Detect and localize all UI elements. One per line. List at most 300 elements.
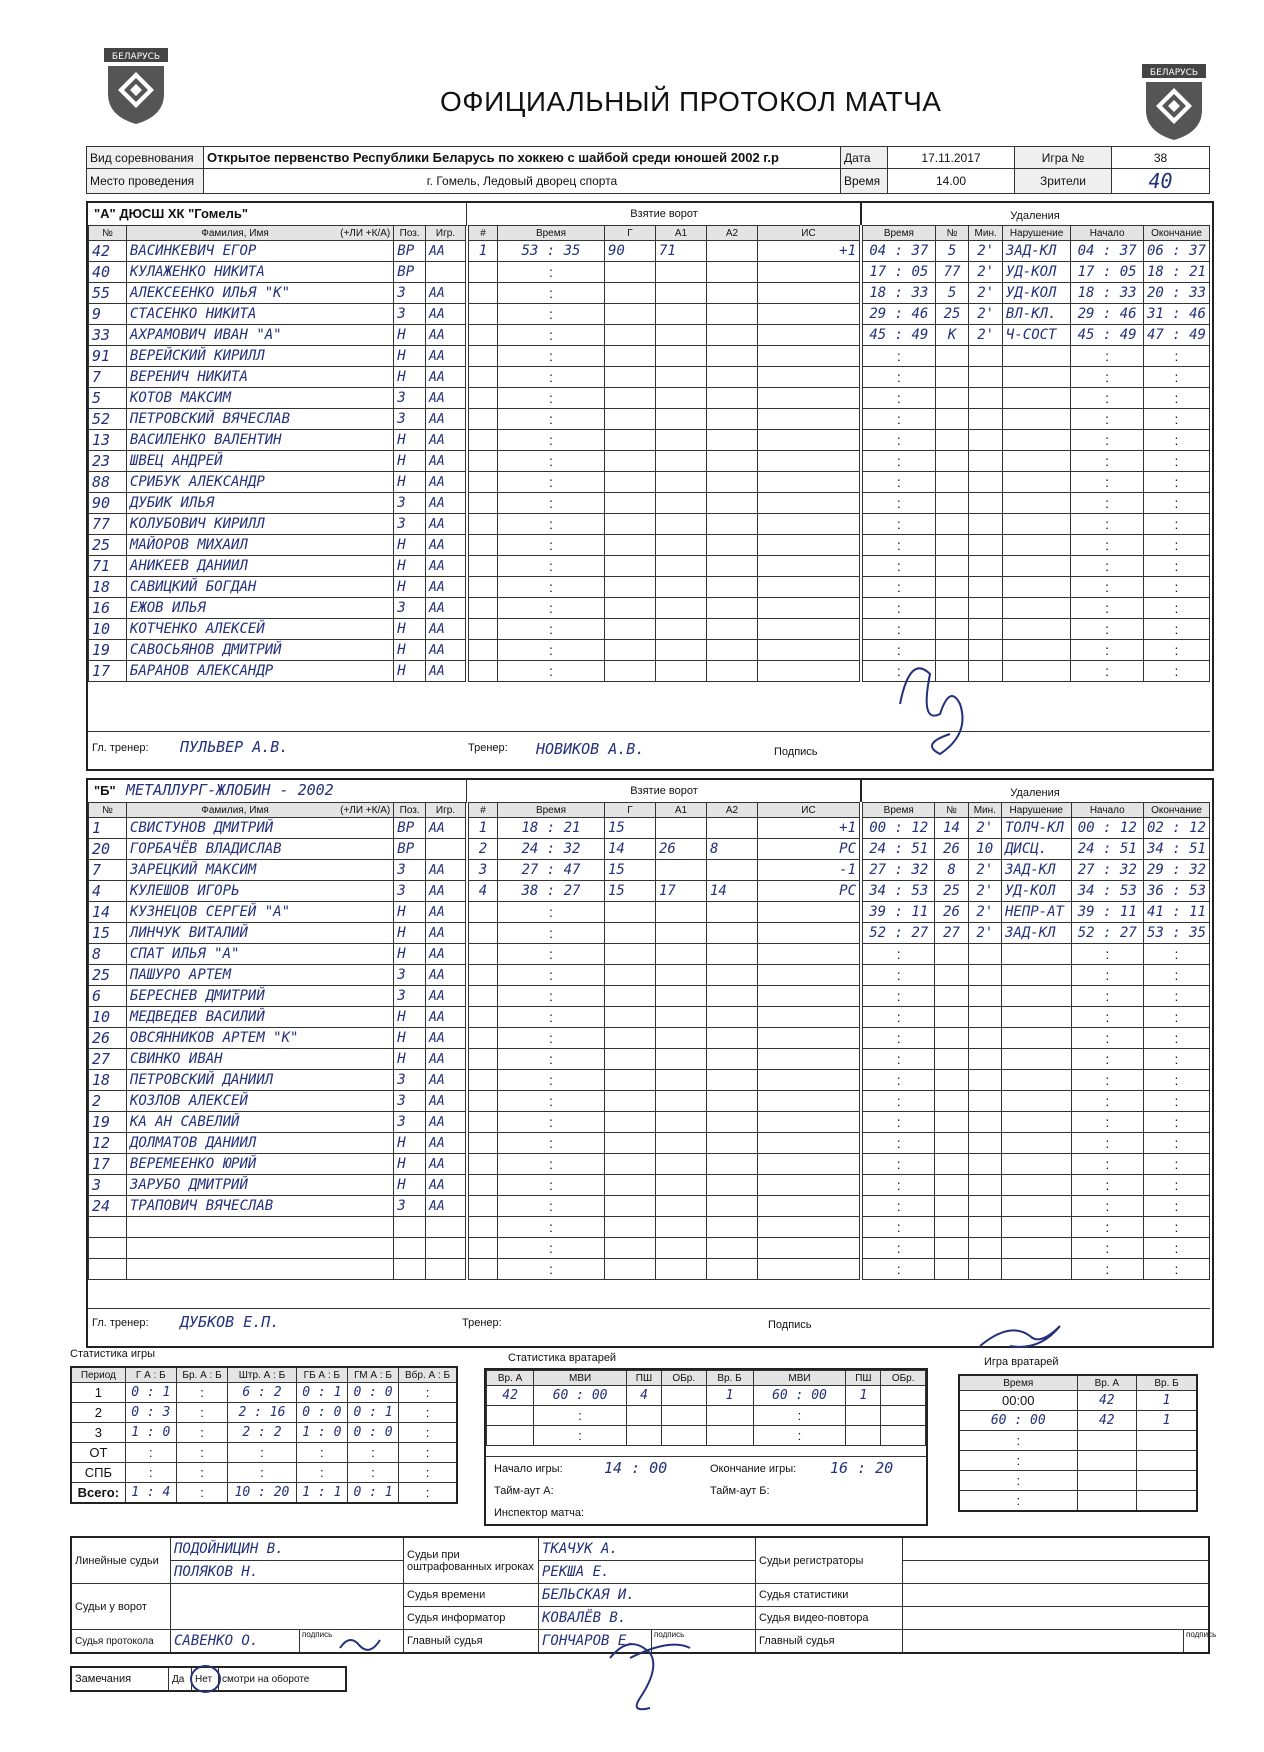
goalie-play-cell: [1077, 1451, 1137, 1471]
goal-scorer: [605, 493, 656, 514]
penalty-player: [935, 1259, 968, 1280]
goal-situation: [758, 1049, 860, 1070]
coach-signature-b: [970, 1316, 1080, 1356]
player-number: 2: [89, 1091, 127, 1112]
player-name: ВЕРЕЙСКИЙ КИРИЛЛ: [126, 346, 393, 367]
goalie-stats-cell: [706, 1426, 753, 1446]
game-stats-title: Статистика игры: [70, 1348, 156, 1360]
goal-assist-2: [707, 304, 758, 325]
player-number: [89, 1259, 127, 1280]
goal-situation: [758, 388, 860, 409]
penalty-time: :: [863, 1175, 935, 1196]
goalie-play-row: [959, 1431, 1197, 1451]
timekeeper: БЕЛЬСКАЯ И.: [539, 1584, 756, 1607]
goal-number: [469, 598, 498, 619]
goal-time: :: [498, 1238, 605, 1259]
penalty-time: :: [863, 1028, 935, 1049]
player-name: КУЛАЖЕНКО НИКИТА: [126, 262, 393, 283]
penalty-start: 00 : 12: [1071, 818, 1143, 839]
penalty-end: :: [1143, 1238, 1209, 1259]
goal-row: [469, 1217, 860, 1238]
penalty-start: :: [1071, 1196, 1143, 1217]
penalty-player: [935, 1217, 968, 1238]
goal-number: 4: [469, 881, 498, 902]
col-igr: Игр.: [426, 803, 466, 818]
penalty-time: :: [863, 346, 936, 367]
informer: КОВАЛЁВ В.: [539, 1607, 756, 1630]
penalty-start: :: [1071, 346, 1144, 367]
goal-assist-1: [656, 818, 707, 839]
goal-time: :: [498, 493, 605, 514]
goal-scorer: 90: [605, 241, 656, 262]
svg-text:БЕЛАРУСЬ: БЕЛАРУСЬ: [1149, 68, 1199, 78]
player-name: КОЗЛОВ АЛЕКСЕЙ: [126, 1091, 393, 1112]
goal-situation: [758, 640, 860, 661]
goal-assist-2: [707, 283, 758, 304]
goal-situation: [758, 1196, 860, 1217]
penalty-start: :: [1071, 1049, 1143, 1070]
informer-label: Судья информатор: [404, 1607, 539, 1630]
goal-assist-2: [707, 1112, 758, 1133]
goal-situation: [758, 1070, 860, 1091]
goalie-play-cell: 42: [1077, 1391, 1137, 1411]
goalie-stats-cell: [881, 1406, 926, 1426]
col-li-label: (+ЛИ +К/А): [340, 227, 391, 239]
goal-assist-2: [707, 1049, 758, 1070]
goal-assist-2: 8: [707, 839, 758, 860]
goal-scorer: [605, 1007, 656, 1028]
game-stats-cell: 6 : 2: [228, 1383, 297, 1403]
coach-label-b: Гл. тренер:: [92, 1317, 149, 1329]
goal-assist-1: [656, 1259, 707, 1280]
player-number: 18: [89, 577, 127, 598]
page-title: ОФИЦИАЛЬНЫЙ ПРОТОКОЛ МАТЧА: [440, 86, 942, 117]
penalty-start: :: [1071, 1007, 1143, 1028]
penalty-judge-1: ТКАЧУК А.: [539, 1537, 756, 1561]
penalty-minutes: [968, 1238, 1001, 1259]
penalty-minutes: [968, 1070, 1001, 1091]
goal-number: 1: [469, 818, 498, 839]
goal-situation: [758, 1154, 860, 1175]
goal-assist-2: [707, 241, 758, 262]
goal-assist-2: [707, 514, 758, 535]
goal-time: :: [498, 325, 605, 346]
remarks-table: [70, 1666, 347, 1692]
player-number: 19: [89, 1112, 127, 1133]
penalty-violation: [1002, 535, 1070, 556]
penalty-row: [863, 577, 1210, 598]
goal-assist-1: [656, 1070, 707, 1091]
goal-time: :: [498, 1112, 605, 1133]
goal-scorer: [605, 472, 656, 493]
penalty-time: 17 : 05: [863, 262, 936, 283]
player-games: [426, 1259, 466, 1280]
goal-scorer: [605, 1112, 656, 1133]
penalty-minutes: [969, 514, 1003, 535]
goal-situation: -1: [758, 860, 860, 881]
goal-scorer: 15: [605, 818, 656, 839]
player-games: АА: [426, 577, 466, 598]
player-position: Н: [394, 451, 426, 472]
goal-number: [469, 556, 498, 577]
player-row: [89, 860, 466, 881]
penalty-player: К: [935, 325, 969, 346]
goal-time: 24 : 32: [498, 839, 605, 860]
goal-assist-2: [707, 493, 758, 514]
goal-row: [469, 619, 860, 640]
penalty-end: 18 : 21: [1143, 262, 1209, 283]
goalie-play-row: [959, 1471, 1197, 1491]
penalty-judges-label: Судьи при оштрафованных игроках: [404, 1537, 539, 1584]
penalty-row: [863, 1112, 1210, 1133]
player-name: ЗАРУБО ДМИТРИЙ: [126, 1175, 393, 1196]
player-position: Н: [394, 472, 426, 493]
goal-scorer: [605, 1217, 656, 1238]
goal-situation: [758, 514, 860, 535]
goal-assist-1: [656, 514, 707, 535]
goalie-play-cell: :: [959, 1431, 1077, 1451]
goal-scorer: [605, 1238, 656, 1259]
col-goal-hash: #: [469, 226, 498, 241]
penalty-end: :: [1143, 598, 1209, 619]
player-name: САВИЦКИЙ БОГДАН: [126, 577, 393, 598]
game-stats-header: Бр. А : Б: [176, 1367, 227, 1383]
penalty-end: :: [1143, 619, 1209, 640]
player-row: [89, 262, 466, 283]
player-row: [89, 451, 466, 472]
penalty-row: [863, 1133, 1210, 1154]
player-number: 4: [89, 881, 127, 902]
game-stats-cell: 0 : 1: [347, 1403, 398, 1423]
penalty-row: [863, 860, 1210, 881]
player-games: АА: [426, 514, 466, 535]
player-row: [89, 944, 466, 965]
goal-assist-1: [656, 346, 707, 367]
goal-time: :: [498, 262, 605, 283]
goal-time: :: [498, 304, 605, 325]
goal-row: [469, 451, 860, 472]
player-number: 8: [89, 944, 127, 965]
goalie-play-cell: 42: [1077, 1411, 1137, 1431]
goal-assist-2: [707, 640, 758, 661]
penalty-violation: УД-КОЛ: [1002, 283, 1070, 304]
penalty-end: :: [1143, 965, 1209, 986]
penalty-minutes: [968, 965, 1001, 986]
goal-scorer: [605, 1175, 656, 1196]
penalty-player: [935, 619, 969, 640]
goal-assist-1: [656, 1007, 707, 1028]
penalty-time: :: [863, 1259, 935, 1280]
timeout-b-label: Тайм-аут Б:: [710, 1485, 770, 1497]
goalie-play-row: [959, 1411, 1197, 1431]
remarks-no[interactable]: Нет: [192, 1667, 219, 1691]
penalty-violation: ВЛ-КЛ.: [1002, 304, 1070, 325]
goal-situation: РС: [758, 881, 860, 902]
goal-time: 27 : 47: [498, 860, 605, 881]
sign-label-a: Подпись: [774, 746, 818, 758]
player-number: 18: [89, 1070, 127, 1091]
player-position: З: [394, 881, 426, 902]
goal-number: [469, 451, 498, 472]
goal-time: :: [498, 1049, 605, 1070]
goal-assist-1: [656, 1238, 707, 1259]
player-position: З: [394, 1091, 426, 1112]
goal-assist-2: [707, 346, 758, 367]
player-name: СВИСТУНОВ ДМИТРИЙ: [126, 818, 393, 839]
goal-assist-1: [656, 388, 707, 409]
player-name: СТАСЕНКО НИКИТА: [126, 304, 393, 325]
goal-row: [469, 1049, 860, 1070]
goal-situation: [758, 1007, 860, 1028]
player-games: АА: [426, 923, 466, 944]
game-stats-row: [71, 1443, 457, 1463]
goal-scorer: [605, 388, 656, 409]
col-pen-start: Начало: [1071, 226, 1144, 241]
penalty-minutes: [969, 451, 1003, 472]
goalie-stats-cell: [846, 1406, 881, 1426]
goalie-stats-cell: [662, 1386, 707, 1406]
player-number: 90: [89, 493, 127, 514]
penalty-player: [935, 1196, 968, 1217]
player-games: АА: [426, 619, 466, 640]
goal-time: :: [498, 944, 605, 965]
col-name-label: Фамилия, Имя: [201, 227, 269, 239]
penalty-row: [863, 1259, 1210, 1280]
penalty-time: :: [863, 640, 936, 661]
goal-assist-1: 17: [656, 881, 707, 902]
goal-assist-1: [656, 283, 707, 304]
penalty-time: :: [863, 1049, 935, 1070]
penalty-player: [935, 430, 969, 451]
penalty-player: [935, 1049, 968, 1070]
penalty-time: :: [863, 1112, 935, 1133]
goalie-play-title: Игра вратарей: [984, 1356, 1059, 1368]
goalie-stats-title: Статистика вратарей: [508, 1352, 617, 1364]
player-name: [126, 1238, 393, 1259]
game-stats-cell: :: [399, 1423, 457, 1443]
player-row: [89, 839, 466, 860]
game-stats-cell: 10 : 20: [228, 1483, 297, 1504]
col-goal-g: Г: [605, 803, 656, 818]
col-pos: Поз.: [394, 226, 426, 241]
game-stats-cell: 0 : 0: [347, 1383, 398, 1403]
goal-situation: [758, 472, 860, 493]
penalty-violation: [1001, 1007, 1071, 1028]
col-pen-violation: Нарушение: [1001, 803, 1071, 818]
player-name: СВИНКО ИВАН: [126, 1049, 393, 1070]
goal-scorer: [605, 283, 656, 304]
player-games: АА: [426, 325, 466, 346]
goal-assist-2: [707, 944, 758, 965]
player-number: 14: [89, 902, 127, 923]
goal-time: :: [498, 283, 605, 304]
player-name: ПЕТРОВСКИЙ ДАНИИЛ: [126, 1070, 393, 1091]
goal-time: :: [498, 661, 605, 682]
team-a-goals: [468, 225, 860, 682]
player-position: Н: [394, 1049, 426, 1070]
player-position: Н: [394, 556, 426, 577]
player-number: 20: [89, 839, 127, 860]
player-games: [426, 1217, 466, 1238]
penalty-minutes: [969, 388, 1003, 409]
penalty-row: [863, 388, 1210, 409]
col-name: [126, 803, 393, 818]
player-position: Н: [394, 430, 426, 451]
goal-row: [469, 1112, 860, 1133]
player-games: АА: [426, 881, 466, 902]
penalty-time: :: [863, 430, 936, 451]
penalty-minutes: [969, 430, 1003, 451]
penalty-player: [935, 535, 969, 556]
penalty-start: 34 : 53: [1071, 881, 1143, 902]
goal-assist-1: [656, 577, 707, 598]
goal-scorer: [605, 367, 656, 388]
col-goal-a1: А1: [656, 803, 707, 818]
player-games: АА: [426, 1175, 466, 1196]
player-games: АА: [426, 944, 466, 965]
penalty-minutes: [968, 1049, 1001, 1070]
goal-time: :: [498, 598, 605, 619]
player-number: 77: [89, 514, 127, 535]
goal-scorer: [605, 1259, 656, 1280]
penalty-start: :: [1071, 556, 1144, 577]
goal-number: [469, 346, 498, 367]
player-row: [89, 493, 466, 514]
penalty-judge-2: РЕКША Е.: [539, 1561, 756, 1584]
goal-assist-2: [707, 923, 758, 944]
player-name: АХРАМОВИЧ ИВАН "А": [126, 325, 393, 346]
game-stats-cell: :: [228, 1463, 297, 1483]
team-a-roster: [88, 225, 466, 682]
goalie-stats-row: [487, 1426, 926, 1446]
player-position: З: [394, 965, 426, 986]
goal-time: :: [498, 577, 605, 598]
player-row: [89, 1091, 466, 1112]
player-games: АА: [426, 1154, 466, 1175]
player-games: АА: [426, 818, 466, 839]
team-a-name: "А" ДЮСШ ХК "Гомель": [94, 206, 249, 221]
penalty-minutes: 2': [969, 262, 1003, 283]
game-number: 38: [1112, 147, 1210, 169]
goal-scorer: [605, 640, 656, 661]
game-stats-row: [71, 1403, 457, 1423]
goal-scorer: [605, 430, 656, 451]
match-header: [86, 146, 1210, 194]
penalty-violation: ЗАД-КЛ: [1001, 860, 1071, 881]
penalty-end: 53 : 35: [1143, 923, 1209, 944]
penalty-start: :: [1071, 493, 1144, 514]
col-pen-min: Мин.: [968, 803, 1001, 818]
goal-scorer: [605, 1133, 656, 1154]
remarks-yes[interactable]: Да: [169, 1667, 192, 1691]
player-row: [89, 1196, 466, 1217]
svg-text:БЕЛАРУСЬ: БЕЛАРУСЬ: [111, 52, 161, 62]
goal-scorer: [605, 1196, 656, 1217]
player-row: [89, 325, 466, 346]
penalty-row: [863, 944, 1210, 965]
player-games: АА: [426, 451, 466, 472]
goalie-play-header: Вр. А: [1077, 1375, 1137, 1391]
goal-number: 2: [469, 839, 498, 860]
penalty-player: 8: [935, 860, 968, 881]
goal-number: [469, 661, 498, 682]
penalty-start: 17 : 05: [1071, 262, 1144, 283]
game-stats-cell: :: [347, 1463, 398, 1483]
penalty-start: :: [1071, 535, 1144, 556]
game-stats-table: [70, 1366, 458, 1504]
penalty-player: [935, 1007, 968, 1028]
goal-scorer: [605, 514, 656, 535]
penalty-violation: [1002, 472, 1070, 493]
goal-assist-1: [656, 262, 707, 283]
goal-scorer: [605, 902, 656, 923]
game-stats-cell: 2 : 2: [228, 1423, 297, 1443]
goal-situation: [758, 1112, 860, 1133]
goal-scorer: [605, 325, 656, 346]
penalty-end: :: [1143, 1007, 1209, 1028]
goal-situation: [758, 1028, 860, 1049]
game-stats-cell: :: [125, 1443, 176, 1463]
col-pen-num: №: [935, 226, 969, 241]
goal-row: [469, 839, 860, 860]
goal-situation: [758, 902, 860, 923]
goal-assist-2: [707, 1238, 758, 1259]
date-label: Дата: [841, 147, 888, 169]
penalty-start: :: [1071, 1112, 1143, 1133]
player-number: 9: [89, 304, 127, 325]
penalty-time: :: [863, 598, 936, 619]
player-games: АА: [426, 1007, 466, 1028]
goal-assist-2: [707, 1175, 758, 1196]
team-a-penalties: [862, 225, 1210, 682]
penalty-minutes: 2': [969, 283, 1003, 304]
penalty-start: :: [1071, 388, 1144, 409]
penalty-time: :: [863, 1133, 935, 1154]
goal-row: [469, 283, 860, 304]
player-number: 25: [89, 965, 127, 986]
player-name: ДУБИК ИЛЬЯ: [126, 493, 393, 514]
goal-row: [469, 1007, 860, 1028]
player-row: [89, 1028, 466, 1049]
player-number: 15: [89, 923, 127, 944]
goal-number: [469, 1028, 498, 1049]
goal-number: [469, 1196, 498, 1217]
player-number: 10: [89, 1007, 127, 1028]
penalty-time: :: [863, 1007, 935, 1028]
goal-row: [469, 367, 860, 388]
game-stats-row: [71, 1483, 457, 1504]
goal-time: :: [498, 902, 605, 923]
penalty-time: 29 : 46: [863, 304, 936, 325]
penalty-start: :: [1071, 514, 1144, 535]
goal-time: :: [498, 409, 605, 430]
penalty-minutes: 2': [969, 325, 1003, 346]
goal-assist-2: [707, 1154, 758, 1175]
game-stats-cell: :: [399, 1483, 457, 1504]
penalty-end: :: [1143, 346, 1209, 367]
team-a-section: [86, 201, 1214, 771]
player-name: МЕДВЕДЕВ ВАСИЛИЙ: [126, 1007, 393, 1028]
penalty-row: [863, 283, 1210, 304]
start-time: 14.00: [888, 169, 1015, 194]
penalty-time: :: [863, 514, 936, 535]
goal-time: :: [498, 388, 605, 409]
chief-sign-label: подпись: [651, 1630, 684, 1652]
goalie-play-cell: :: [959, 1471, 1077, 1491]
player-row: [89, 346, 466, 367]
penalty-row: [863, 818, 1210, 839]
goal-assist-2: [707, 598, 758, 619]
